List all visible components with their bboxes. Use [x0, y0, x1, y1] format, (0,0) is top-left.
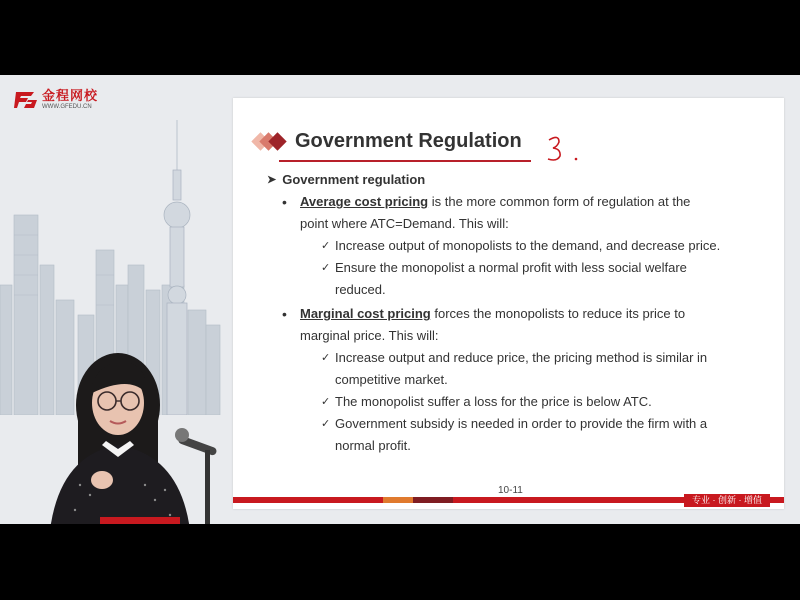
slide-title: Government Regulation	[295, 130, 522, 152]
brand-logo	[14, 89, 98, 110]
section-heading-text: Government regulation	[282, 172, 426, 187]
handwritten-annotation	[545, 134, 585, 164]
sub-point	[321, 391, 777, 413]
sub-point	[321, 257, 777, 301]
item-text-continued: marginal price. This will:	[300, 328, 439, 343]
term-marginal-cost-pricing: Marginal cost pricing	[300, 306, 431, 321]
video-frame	[0, 75, 800, 524]
list-item	[267, 303, 777, 457]
arrow-bullet-icon: ➤	[267, 174, 277, 186]
check-icon: ✓	[321, 396, 331, 408]
sub-point-text: Increase output of monopolists to the demand, and decrease price.	[335, 238, 721, 253]
bullet-icon: •	[282, 194, 287, 210]
bullet-icon: •	[282, 306, 287, 322]
page-number: 10-11	[498, 485, 523, 496]
term-average-cost-pricing: Average cost pricing	[300, 194, 429, 209]
logo-url: WWW.GFEDU.CN	[42, 104, 92, 110]
item-text-continued: point where ATC=Demand. This will:	[300, 216, 509, 231]
section-heading	[267, 172, 777, 187]
list-item	[267, 191, 777, 301]
sub-point	[321, 347, 777, 391]
sub-point	[321, 235, 777, 257]
sub-point-text-continued: reduced.	[335, 282, 386, 297]
slide-content	[267, 172, 777, 457]
check-icon: ✓	[321, 418, 331, 430]
check-icon: ✓	[321, 240, 331, 252]
item-text: is the more common form of regulation at the	[428, 194, 691, 209]
title-underline	[279, 160, 531, 162]
presenter-video	[30, 345, 230, 524]
sub-point	[321, 413, 777, 457]
check-icon: ✓	[321, 352, 331, 364]
footer-slogan: 专业 · 创新 · 增值	[684, 494, 770, 507]
check-icon: ✓	[321, 262, 331, 274]
sub-point-text: Government subsidy is needed in order to provide the firm with a	[335, 416, 708, 431]
sub-point-text-continued: competitive market.	[335, 372, 448, 387]
logo-name: 金程网校	[42, 88, 99, 103]
diamond-ornament-icon	[251, 131, 289, 153]
sub-point-text-continued: normal profit.	[335, 438, 411, 453]
sub-point-text: Ensure the monopolist a normal profit with less social welfare	[335, 260, 687, 275]
sub-point-text: Increase output and reduce price, the pricing method is similar in	[335, 350, 708, 365]
slide-title-row	[251, 130, 522, 153]
item-text: forces the monopolists to reduce its price to	[430, 306, 686, 321]
logo-mark-icon	[14, 90, 38, 110]
sub-point-text: The monopolist suffer a loss for the price is below ATC.	[335, 394, 652, 409]
presentation-slide	[233, 98, 784, 509]
